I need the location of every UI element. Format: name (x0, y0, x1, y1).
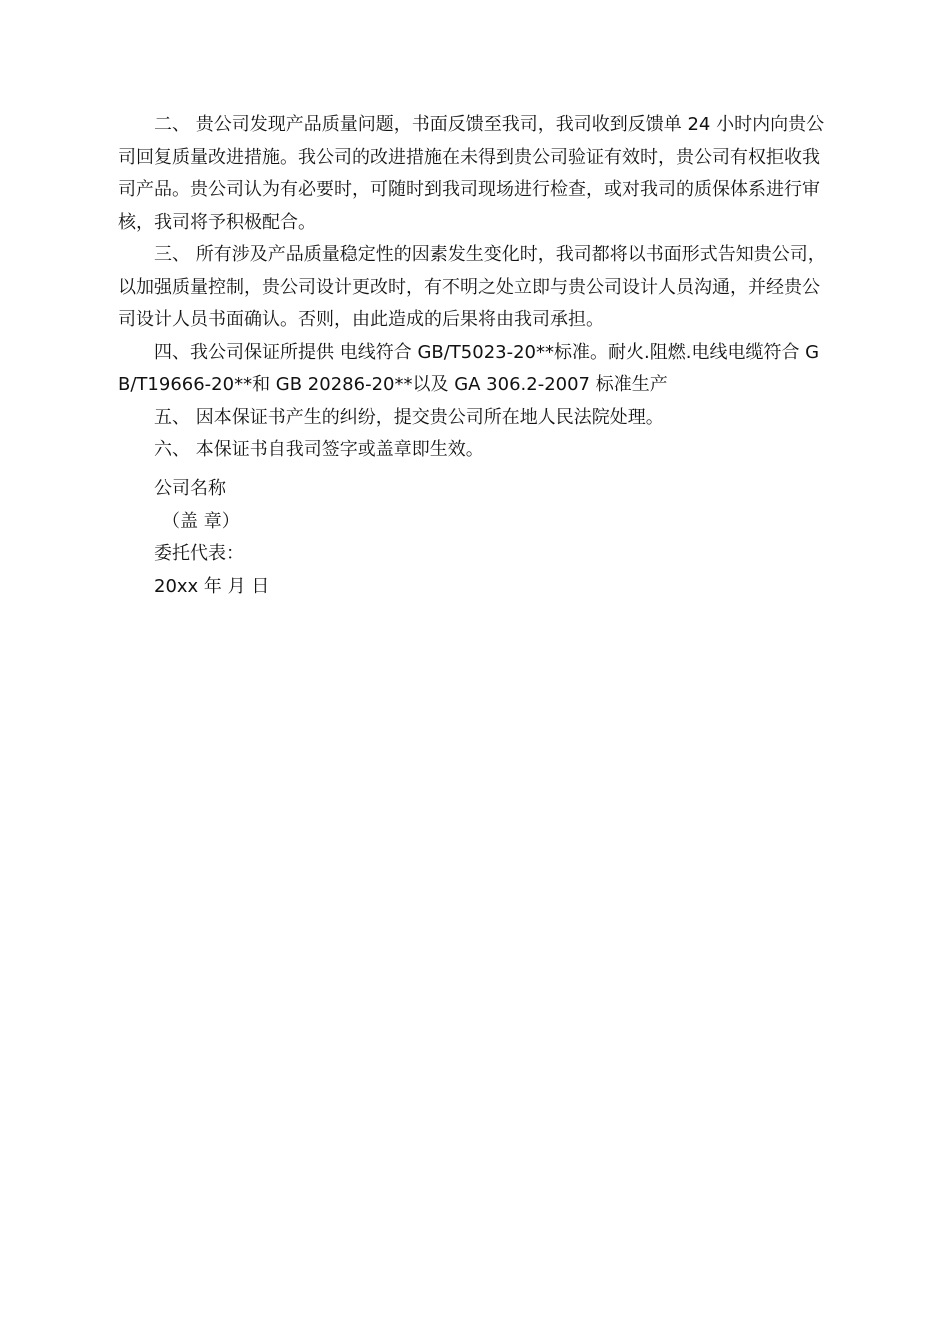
representative-line: 委托代表： (154, 543, 244, 564)
paragraph-6: 六、 本保证书自我司签字或盖章即生效。 (154, 439, 484, 460)
document-body (118, 109, 830, 467)
signature-block (154, 473, 554, 603)
paragraph-5: 五、 因本保证书产生的纠纷，提交贵公司所在地人民法院处理。 (154, 406, 664, 428)
paragraph-3: 三、 所有涉及产品质量稳定性的因素发生变化时，我司都将以书面形式告知贵公司，以加强质量控制，贵公司设计更改时，有不明之处立即与贵公司设计人员沟通，并经贵公司设计人员书面确认。否则，由此造成的后果将由我司承担。 (118, 244, 826, 330)
paragraph-4: 四、我公司保证所提供 电线符合 GB/T5023-20**标准。耐火.阻燃.电线电缆符合 GB/T19666-20**和 GB 20286-20**以及 GA 306.2-2007 标准生产 (118, 341, 820, 395)
company-name-line: 公司名称 (154, 478, 226, 499)
date-line: 20xx 年 月 日 (154, 575, 270, 597)
seal-line: （盖 章） (162, 510, 240, 532)
paragraph-2: 二、 贵公司发现产品质量问题，书面反馈至我司，我司收到反馈单 24 小时内向贵公司回复质量改进措施。我公司的改进措施在未得到贵公司验证有效时，贵公司有权拒收我司产品。贵公司认为有必要时，可随时到我司现场进行检查，或对我司的质保体系进行审核，我司将予积极配合。 (118, 114, 825, 233)
